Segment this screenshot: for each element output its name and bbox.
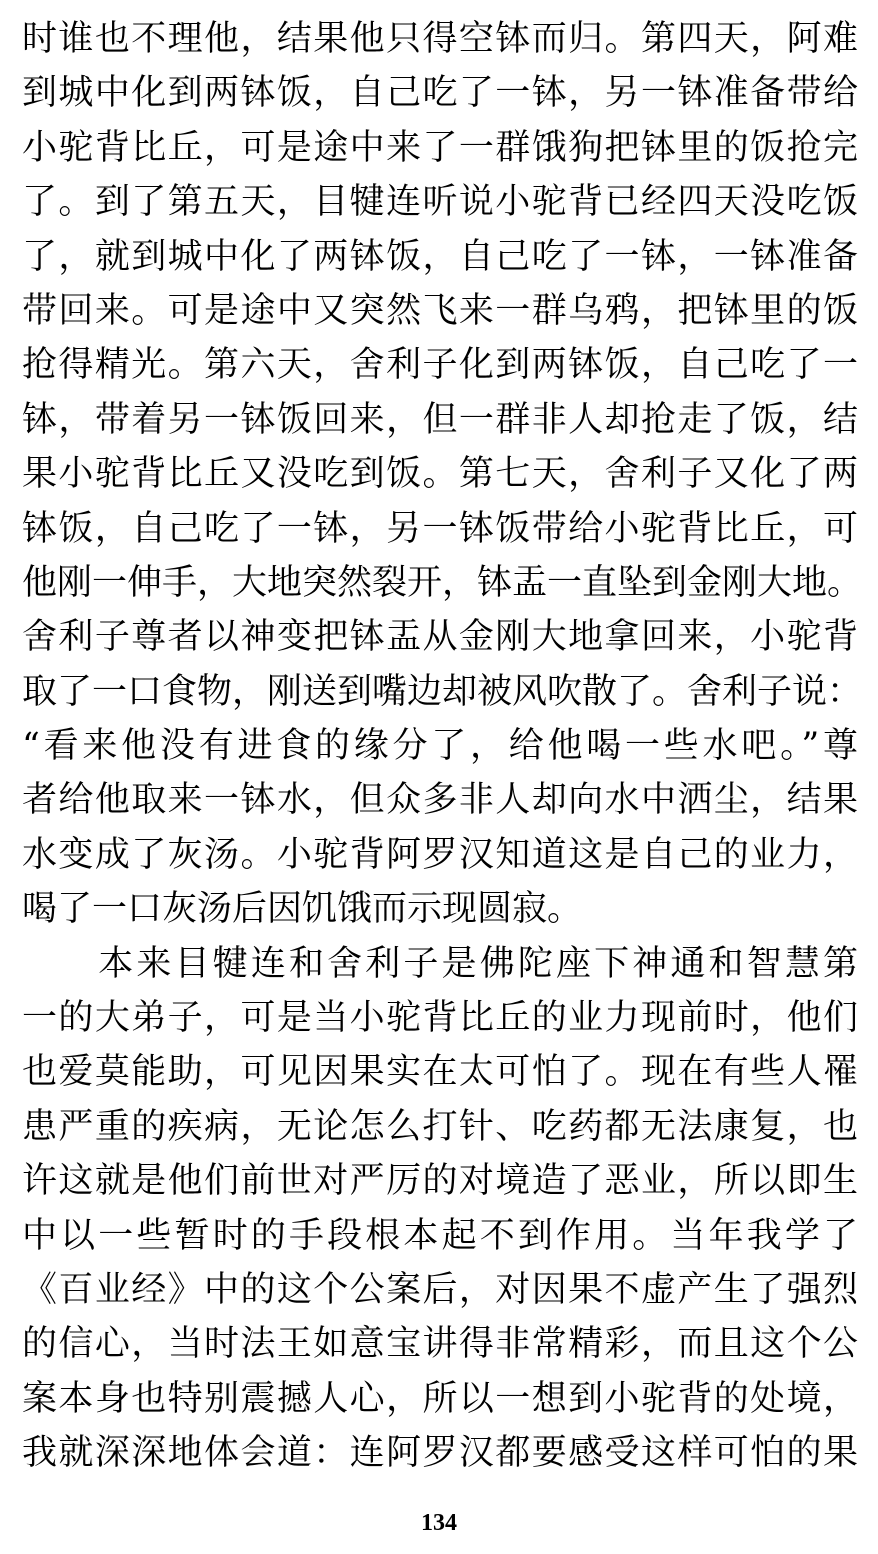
page-number: 134 bbox=[421, 1510, 457, 1536]
text-line: 到城中化到两钵饭，自己吃了一钵，另一钵准备带给 bbox=[22, 73, 858, 114]
text-line-paragraph-end: 喝了一口灰汤后因饥饿而示现圆寂。 bbox=[22, 889, 583, 930]
text-line: 案本身也特别震撼人心，所以一想到小驼背的处境， bbox=[22, 1378, 858, 1419]
text-line: 钵，带着另一钵饭回来，但一群非人却抢走了饭，结 bbox=[22, 399, 858, 440]
text-line: “看来他没有进食的缘分了，给他喝一些水吧。”尊 bbox=[22, 726, 858, 767]
text-line: 抢得精光。第六天，舍利子化到两钵饭，自己吃了一 bbox=[22, 345, 858, 386]
text-line: 水变成了灰汤。小驼背阿罗汉知道这是自己的业力， bbox=[22, 834, 858, 875]
text-line: 我就深深地体会道：连阿罗汉都要感受这样可怕的果 bbox=[22, 1433, 858, 1474]
text-line: 患严重的疾病，无论怎么打针、吃药都无法康复，也 bbox=[22, 1106, 858, 1147]
text-line: 了，就到城中化了两钵饭，自己吃了一钵，一钵准备 bbox=[22, 236, 858, 277]
text-line: 果小驼背比丘又没吃到饭。第七天，舍利子又化了两 bbox=[22, 454, 858, 495]
text-line: 者给他取来一钵水，但众多非人却向水中洒尘，结果 bbox=[22, 780, 858, 821]
text-line: 一的大弟子，可是当小驼背比丘的业力现前时，他们 bbox=[22, 998, 858, 1039]
text-line: 许这就是他们前世对严厉的对境造了恶业，所以即生 bbox=[22, 1161, 858, 1202]
text-line: 时谁也不理他，结果他只得空钵而归。第四天，阿难 bbox=[22, 19, 858, 59]
text-line: 的信心，当时法王如意宝讲得非常精彩，而且这个公 bbox=[22, 1324, 858, 1365]
text-line: 中以一些暂时的手段根本起不到作用。当年我学了 bbox=[22, 1215, 858, 1256]
text-line: 带回来。可是途中又突然飞来一群乌鸦，把钵里的饭 bbox=[22, 290, 858, 331]
text-line: 取了一口食物，刚送到嘴边却被风吹散了。舍利子说： bbox=[22, 671, 863, 712]
text-line: 他刚一伸手，大地突然裂开，钵盂一直坠到金刚大地。 bbox=[22, 562, 863, 603]
text-line: 舍利子尊者以神变把钵盂从金刚大地拿回来，小驼背 bbox=[22, 617, 858, 658]
text-line: 钵饭，自己吃了一钵，另一钵饭带给小驼背比丘，可 bbox=[22, 508, 858, 549]
text-line: 了。到了第五天，目犍连听说小驼背已经四天没吃饭 bbox=[22, 182, 858, 223]
text-line-paragraph-start: 本来目犍连和舍利子是佛陀座下神通和智慧第 bbox=[22, 943, 858, 984]
text-line: 也爱莫能助，可见因果实在太可怕了。现在有些人罹 bbox=[22, 1052, 858, 1093]
body-text bbox=[22, 12, 878, 1481]
text-line: 小驼背比丘，可是途中来了一群饿狗把钵里的饭抢完 bbox=[22, 127, 858, 168]
text-line: 《百业经》中的这个公案后，对因果不虚产生了强烈 bbox=[22, 1269, 858, 1310]
